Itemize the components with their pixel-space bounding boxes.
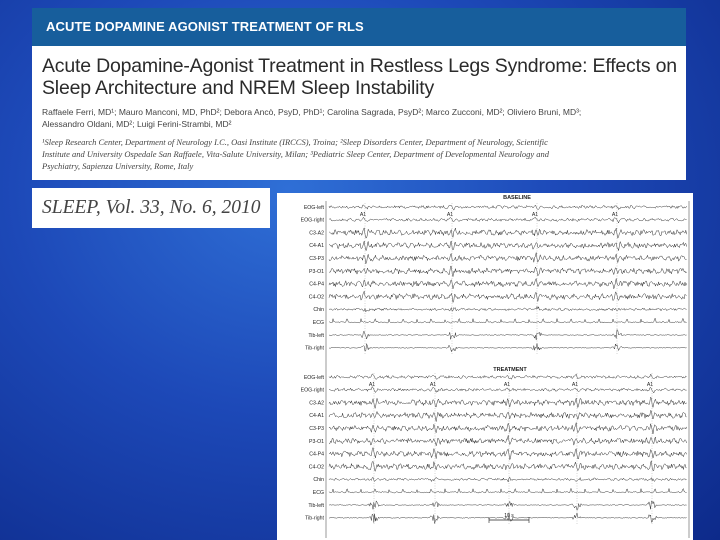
baseline-channel-label-10: ECG <box>312 320 324 326</box>
treatment-trace-3 <box>329 397 687 408</box>
treatment-channel-label-11: Tib-left <box>308 502 324 509</box>
paper-title-line-2: Sleep Architecture and NREM Sleep Instability <box>42 77 435 99</box>
affiliation-line-2: Institute and University Ospedale San Raffaele, Vita-Salute University, Milan; ³Pediatric Sleep Center, Department of Developmental Neurology and <box>42 149 550 159</box>
baseline-channel-label-9: Chin <box>313 307 324 314</box>
baseline-panel-title: BASELINE <box>503 195 531 201</box>
affiliation-line-3: Psychiatry, Sapienza University, Rome, Italy <box>42 161 194 171</box>
treatment-channel-label-3: C3-A2 <box>309 400 324 407</box>
baseline-trace-2 <box>329 217 687 223</box>
treatment-channel-label-8: C4-O2 <box>308 464 324 471</box>
baseline-channel-label-3: C3-A2 <box>309 230 324 237</box>
baseline-a1-marker-4: A1 <box>611 211 619 218</box>
baseline-channel-label-6: P3-O1 <box>309 268 324 275</box>
treatment-trace-9 <box>329 477 687 482</box>
baseline-channel-label-2: EOG-right <box>300 217 324 224</box>
treatment-a1-marker-3: A1 <box>503 381 511 388</box>
baseline-channel-label-4: C4-A1 <box>309 243 324 250</box>
baseline-channel-label-7: C4-P4 <box>309 281 324 288</box>
treatment-a1-marker-5: A1 <box>646 381 654 388</box>
treatment-channel-label-7: C4-P4 <box>309 451 324 458</box>
treatment-channel-label-12: Tib-right <box>305 515 324 522</box>
treatment-trace-7 <box>329 448 687 460</box>
author-list <box>42 106 680 130</box>
treatment-trace-11 <box>329 501 687 510</box>
scale-bar-label: 10 s <box>504 513 514 519</box>
baseline-a1-marker-2: A1 <box>446 211 454 218</box>
author-line-1: Raffaele Ferri, MD¹; Mauro Manconi, MD, PhD²; Debora Ancò, PsyD, PhD¹; Carolina Sagrada, PsyD²; Marco Zucconi, MD²; Oliviero Bruni, MD³; <box>42 107 582 117</box>
treatment-trace-4 <box>329 410 687 421</box>
paper-title-line-1: Acute Dopamine-Agonist Treatment in Restless Legs Syndrome: Effects on <box>42 55 677 77</box>
baseline-trace-1 <box>329 205 687 210</box>
treatment-a1-marker-4: A1 <box>571 381 579 388</box>
baseline-trace-5 <box>329 253 687 264</box>
paper-title <box>42 55 680 99</box>
treatment-panel-title: TREATMENT <box>493 367 527 373</box>
author-line-2: Alessandro Oldani, MD²; Luigi Ferini-Strambi, MD² <box>42 119 232 129</box>
journal-citation: SLEEP, Vol. 33, No. 6, 2010 <box>42 197 261 218</box>
baseline-trace-12 <box>329 344 687 352</box>
baseline-trace-8 <box>329 291 687 302</box>
treatment-a1-marker-1: A1 <box>368 381 376 388</box>
baseline-trace-4 <box>329 241 687 251</box>
baseline-channel-label-5: C3-P3 <box>309 256 324 262</box>
treatment-trace-1 <box>329 374 687 380</box>
paper-header <box>32 8 686 180</box>
baseline-channel-label-1: EOG-left <box>303 204 324 211</box>
treatment-channel-label-4: C4-A1 <box>309 413 324 420</box>
treatment-trace-10 <box>329 489 687 494</box>
treatment-channel-label-9: Chin <box>313 477 324 484</box>
baseline-channel-label-12: Tib-right <box>305 345 324 352</box>
journal-section-bar: ACUTE DOPAMINE AGONIST TREATMENT OF RLS <box>32 8 686 46</box>
treatment-trace-8 <box>329 461 687 471</box>
baseline-trace-7 <box>329 279 687 289</box>
baseline-trace-10 <box>329 318 687 323</box>
treatment-channel-label-1: EOG-left <box>303 374 324 381</box>
citation-box <box>32 188 270 228</box>
treatment-channel-label-2: EOG-right <box>300 387 324 394</box>
baseline-a1-marker-1: A1 <box>359 211 367 218</box>
baseline-channel-label-11: Tib-left <box>308 332 324 339</box>
polysomnography-traces <box>277 193 693 540</box>
treatment-channel-label-10: ECG <box>312 490 324 496</box>
treatment-trace-5 <box>329 423 687 434</box>
treatment-a1-marker-2: A1 <box>429 381 437 388</box>
affiliation-line-1: ¹Sleep Research Center, Department of Neurology I.C., Oasi Institute (IRCCS), Troina; ²Sleep Disorders Center, Department of Neurology, Scientific <box>42 137 548 147</box>
baseline-trace-3 <box>329 228 687 238</box>
treatment-trace-6 <box>329 435 687 446</box>
baseline-trace-6 <box>329 266 687 277</box>
baseline-trace-9 <box>329 307 687 312</box>
affiliation-list <box>42 136 680 172</box>
treatment-channel-label-5: C3-P3 <box>309 426 324 432</box>
polysomnography-figure <box>277 193 693 540</box>
baseline-channel-label-8: C4-O2 <box>308 294 324 301</box>
baseline-trace-11 <box>329 330 687 341</box>
baseline-a1-marker-3: A1 <box>531 211 539 218</box>
treatment-channel-label-6: P3-O1 <box>309 438 324 445</box>
